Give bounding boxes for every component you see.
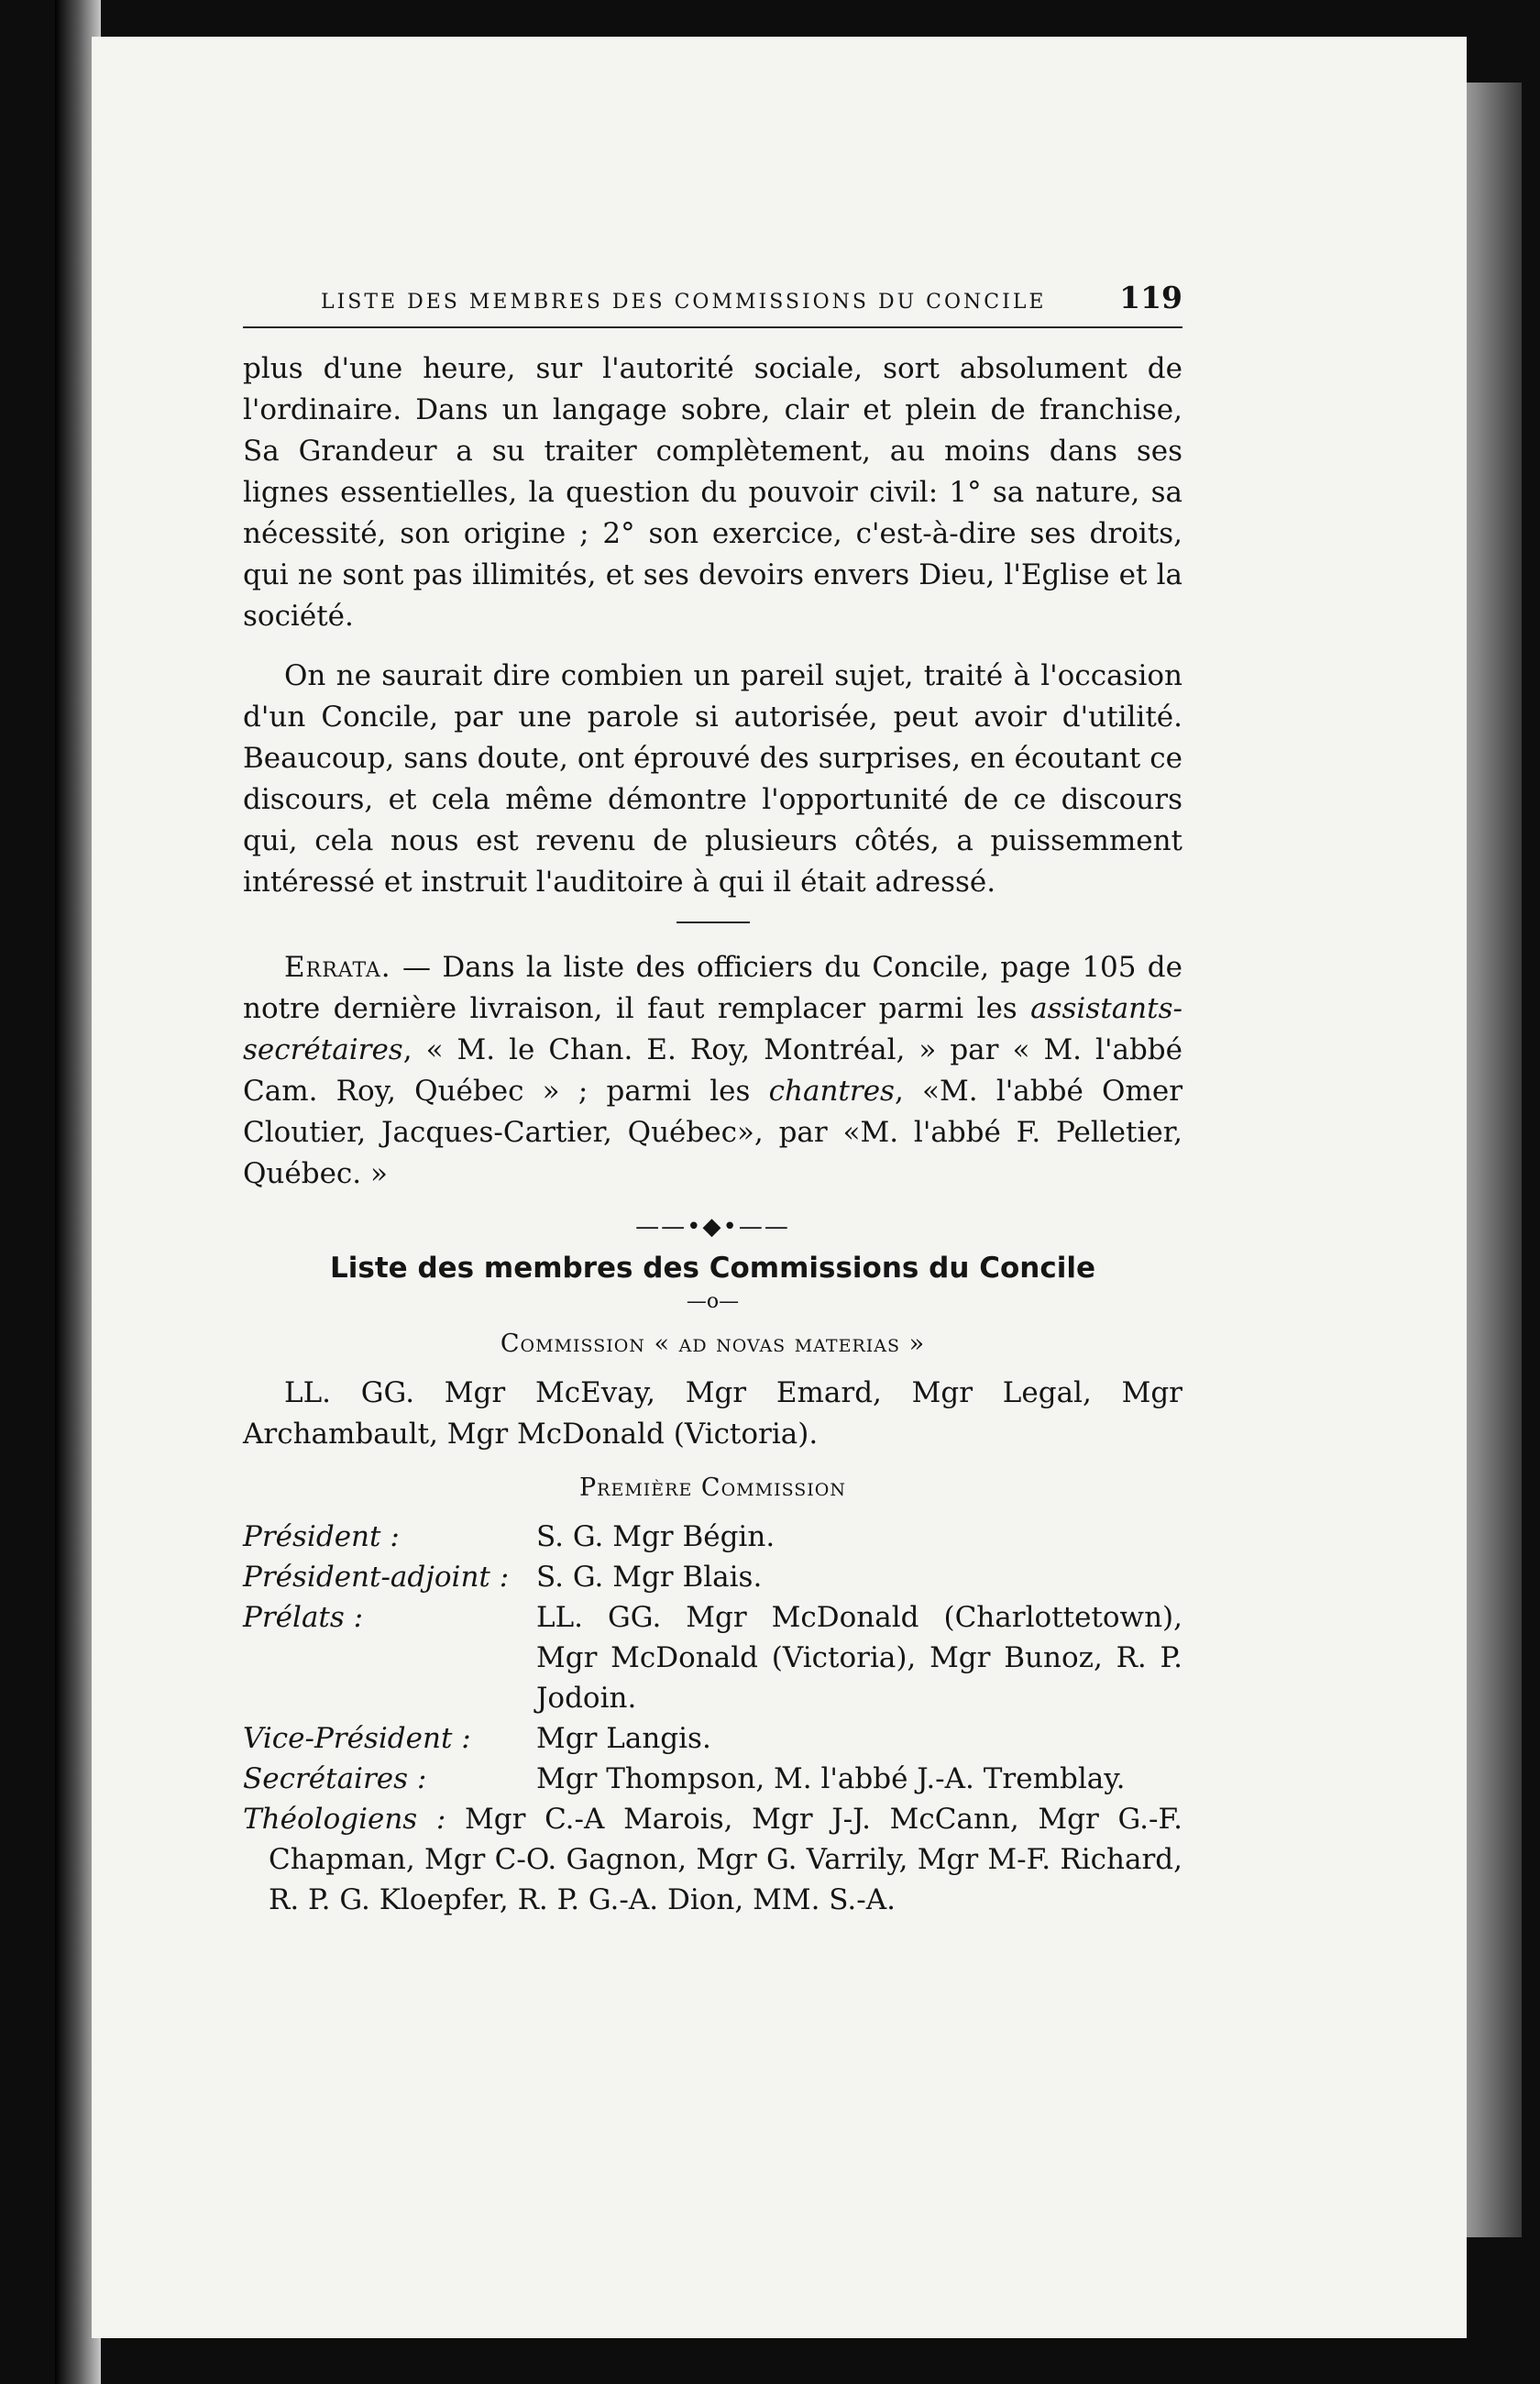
roster-role: Théologiens : xyxy=(243,1803,446,1836)
roster-names: Mgr Thompson, M. l'abbé J.-A. Tremblay. xyxy=(536,1762,1126,1795)
roster-row-theologiens xyxy=(243,1799,1182,1920)
roster-names: Mgr Langis. xyxy=(536,1722,711,1755)
errata-italic-1: assistants-secrétaires xyxy=(243,992,1182,1066)
errata-text-1: — Dans la liste des officiers du Concile, page 105 de notre dernière livraison, il faut remplacer parmi les xyxy=(243,951,1182,1025)
errata-paragraph xyxy=(243,947,1182,1195)
running-head xyxy=(243,280,1182,328)
commission-ad-novas-members: LL. GG. Mgr McEvay, Mgr Emard, Mgr Legal, Mgr Archambault, Mgr McDonald (Victoria). xyxy=(243,1376,1182,1451)
section-separator: —o— xyxy=(686,1290,740,1313)
premiere-commission-roster xyxy=(243,1517,1182,1920)
errata-italic-2: chantres xyxy=(768,1075,895,1108)
roster-role: Vice-Président : xyxy=(243,1722,471,1755)
roster-row-vice-president xyxy=(243,1718,1182,1759)
roster-names: Mgr C.-A Marois, Mgr J-J. McCann, Mgr G.-F. Chapman, Mgr C-O. Gagnon, Mgr G. Varrily, Mgr M-F. Richard, R. P. G. Kloepfer, R. P. G.-A. Dion, MM. S.-A. xyxy=(269,1803,1182,1916)
paragraph-2: On ne saurait dire combien un pareil sujet, traité à l'occasion d'un Concile, par une parole si autorisée, peut avoir d'utilité. Beaucoup, sans doute, ont éprouvé des surprises, en écoutant ce discours, et cela même démontre l'opportunité de ce discours qui, cela nous est revenu de plusieurs côtés, a puissemment intéressé et instruit l'auditoire à qui il était adressé. xyxy=(243,659,1182,899)
roster-role: Secrétaires : xyxy=(243,1762,427,1795)
section-rule xyxy=(676,922,750,923)
roster-row-prelats xyxy=(243,1597,1182,1718)
roster-role: Président : xyxy=(243,1520,400,1553)
roster-names: S. G. Mgr Blais. xyxy=(536,1561,763,1594)
premiere-commission-heading: Première Commission xyxy=(579,1473,846,1502)
roster-row-president xyxy=(243,1517,1182,1557)
section-title: Liste des membres des Commissions du Concile xyxy=(329,1252,1095,1285)
roster-names: S. G. Mgr Bégin. xyxy=(536,1520,776,1553)
page-content xyxy=(243,280,1182,1920)
errata-label: Errata. xyxy=(284,951,391,984)
errata-text-3: , «M. l'abbé Omer Cloutier, Jacques-Cartier, Québec», par «M. l'abbé F. Pelletier, Québec. » xyxy=(243,1075,1183,1190)
roster-role: Président-adjoint : xyxy=(243,1561,510,1594)
running-head-title: LISTE DES MEMBRES DES COMMISSIONS DU CONCILE xyxy=(321,291,1047,314)
roster-role: Prélats : xyxy=(243,1601,364,1634)
commission-ad-novas-heading: Commission « ad novas materias » xyxy=(500,1330,926,1358)
paragraph-1: plus d'une heure, sur l'autorité sociale, sort absolument de l'ordinaire. Dans un langage sobre, clair et plein de franchise, Sa Grandeur a su traiter complètement, au moins dans ses lignes essentielles, la question du pouvoir civil: 1° sa nature, sa nécessité, son origine ; 2° son exercice, c'est-à-dire ses droits, qui ne sont pas illimités, et ses devoirs envers Dieu, l'Eglise et la société. xyxy=(243,352,1182,633)
errata-text-2: , « M. le Chan. E. Roy, Montréal, » par « M. l'abbé Cam. Roy, Québec » ; parmi les xyxy=(243,1033,1182,1108)
page-number: 119 xyxy=(1119,280,1182,315)
roster-row-secretaires xyxy=(243,1759,1182,1799)
roster-row-president-adjoint xyxy=(243,1557,1182,1597)
roster-names: LL. GG. Mgr McDonald (Charlottetown), Mgr McDonald (Victoria), Mgr Bunoz, R. P. Jodoin. xyxy=(536,1601,1182,1715)
ornament-divider: ——•◆•—— xyxy=(635,1213,790,1241)
